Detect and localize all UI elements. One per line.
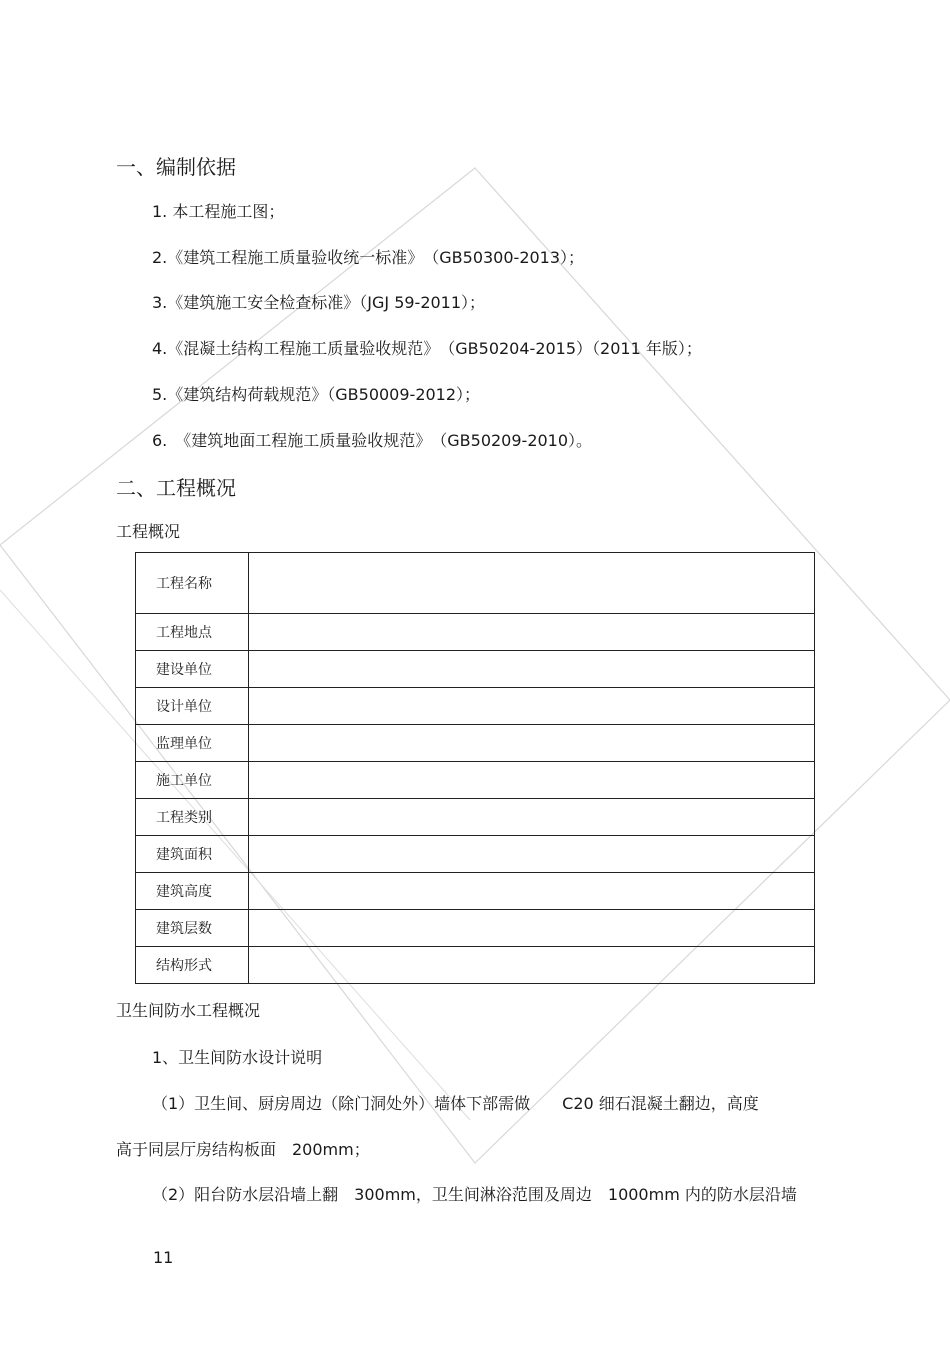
row-value [249,762,815,799]
table-row [136,614,815,651]
row-label: 建设单位 [136,651,249,688]
bathroom-section-title: 卫生间防水工程概况 [116,1001,261,1020]
table-row [136,836,815,873]
row-label: 工程地点 [136,614,249,651]
table-row [136,553,815,614]
row-label: 设计单位 [136,688,249,725]
table-row [136,688,815,725]
table-row [136,762,815,799]
row-value [249,910,815,947]
row-label: 建筑高度 [136,873,249,910]
table-row [136,947,815,984]
reference-item: 6. 《建筑地面工程施工质量验收规范》 （GB50209-2010）。 [152,431,593,450]
row-label: 工程名称 [136,553,249,614]
table-row [136,910,815,947]
reference-item: 1. 本工程施工图； [152,202,285,221]
table-caption: 工程概况 [116,522,181,541]
table-row [136,651,815,688]
reference-item: 4.《混凝土结构工程施工质量验收规范》 （GB50204-2015）（2011 年版）； [152,339,702,358]
row-label: 施工单位 [136,762,249,799]
row-value [249,873,815,910]
row-label: 监理单位 [136,725,249,762]
row-value [249,836,815,873]
project-info-table [135,552,815,984]
paragraph-line: （2）阳台防水层沿墙上翻 300mm，卫生间淋浴范围及周边 1000mm 内的防水层沿墙 [152,1185,797,1204]
row-value [249,614,815,651]
page-number: 11 [153,1248,174,1267]
row-label: 建筑面积 [136,836,249,873]
row-label: 结构形式 [136,947,249,984]
paragraph-line: 高于同层厅房结构板面 200mm； [116,1140,370,1159]
reference-item: 5.《建筑结构荷载规范》（GB50009-2012）； [152,385,481,404]
row-value [249,947,815,984]
section-title-basis: 一、编制依据 [116,155,236,179]
row-value [249,651,815,688]
table-row [136,873,815,910]
row-value [249,725,815,762]
reference-item: 2.《建筑工程施工质量验收统一标准》 （GB50300-2013）； [152,248,585,267]
table-row [136,725,815,762]
row-label: 建筑层数 [136,910,249,947]
paragraph-line: （1）卫生间、厨房周边（除门洞处外）墙体下部需做 C20 细石混凝土翻边，高度 [152,1094,759,1113]
row-label: 工程类别 [136,799,249,836]
reference-item: 3.《建筑施工安全检查标准》（JGJ 59-2011）； [152,293,486,312]
bathroom-subtitle: 1、卫生间防水设计说明 [152,1048,323,1067]
row-value [249,688,815,725]
row-value [249,799,815,836]
row-value [249,553,815,614]
table-row [136,799,815,836]
section-title-overview: 二、工程概况 [116,476,236,500]
